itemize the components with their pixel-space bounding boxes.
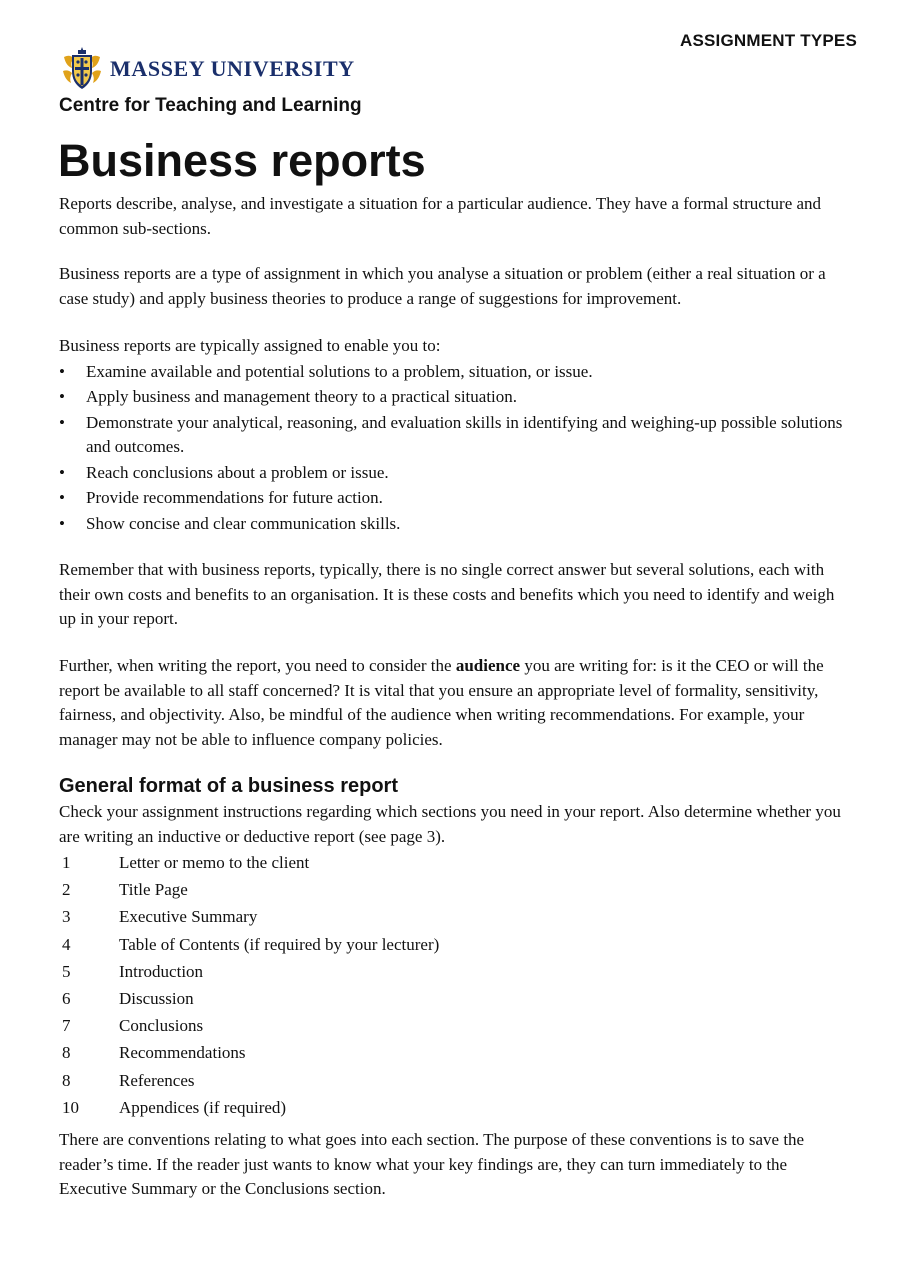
list-item [59, 905, 659, 932]
university-logo [60, 44, 355, 94]
document-type-label: ASSIGNMENT TYPES [679, 31, 857, 50]
list-item [59, 960, 659, 987]
purpose-list-lead: Business reports are typically assigned to enable you to: [59, 336, 441, 355]
section-label: Executive Summary [119, 907, 258, 927]
section-number: 6 [62, 988, 71, 1008]
intro-paragraph-2: Business reports are a type of assignment in which you analyse a situation or problem (either a real situation or a case study) and apply business theories to produce a range of suggestions for improvement. [59, 264, 826, 308]
section-label: Discussion [119, 988, 194, 1008]
intro-paragraph-1: Reports describe, analyse, and investigate a situation for a particular audience. They have a formal structure and common sub-sections. [59, 194, 822, 238]
section-number: 1 [62, 853, 71, 872]
section-number: 10 [62, 1097, 79, 1117]
list-item: • Reach conclusions about a problem or issue. [59, 461, 849, 486]
purpose-list-section [59, 334, 849, 536]
list-item [59, 1096, 659, 1123]
section-number: 3 [62, 907, 71, 927]
section-label: Introduction [119, 961, 204, 981]
audience-paragraph [59, 654, 849, 752]
university-name: MASSEY UNIVERSITY [110, 56, 355, 81]
section-number: 5 [62, 961, 71, 981]
section-number: 8 [62, 1070, 71, 1090]
section-number: 7 [62, 1016, 71, 1036]
list-item: • Provide recommendations for future action. [59, 486, 849, 511]
list-item [59, 1041, 659, 1068]
conventions-paragraph: There are conventions relating to what goes into each section. The purpose of these conventions is to save the reader’s time. If the reader just wants to know what your key findings are, they can turn immediately to the Executive Summary or the Conclusions section. [59, 1130, 805, 1198]
section-label: Conclusions [119, 1016, 204, 1036]
section-number: 4 [62, 934, 71, 954]
audience-emphasis: audience [455, 656, 521, 675]
list-item [59, 933, 659, 960]
list-item: • Examine available and potential solutions to a problem, situation, or issue. [59, 360, 849, 385]
list-item: • Demonstrate your analytical, reasoning, and evaluation skills in identifying and weighing-up possible solutions and outcomes. [59, 411, 849, 460]
section-number: 2 [62, 880, 71, 900]
list-item [59, 878, 659, 905]
list-item: • Apply business and management theory to a practical situation. [59, 385, 849, 410]
section-label: Table of Contents (if required by your lecturer) [119, 934, 440, 954]
section-number: 8 [62, 1043, 71, 1063]
section-label: Letter or memo to the client [119, 853, 310, 872]
page-title: Business reports [58, 135, 426, 186]
section-label: Title Page [119, 880, 188, 900]
list-item [59, 987, 659, 1014]
audience-text-before: Further, when writing the report, you need to consider the [59, 656, 456, 675]
list-item [59, 851, 659, 878]
purpose-bullet-list [59, 360, 849, 537]
list-item [59, 1069, 659, 1096]
format-heading: General format of a business report [59, 775, 398, 797]
list-item [59, 1014, 659, 1041]
section-label: Recommendations [119, 1043, 246, 1063]
university-crest-icon [60, 45, 104, 93]
costs-benefits-paragraph: Remember that with business reports, typically, there is no single correct answer but several solutions, each with their own costs and benefits to an organisation. It is these costs and benefits which you need to identify and weigh up in your report. [59, 560, 835, 628]
centre-name: Centre for Teaching and Learning [59, 95, 362, 116]
section-label: Appendices (if required) [119, 1097, 287, 1117]
section-label: References [119, 1070, 195, 1090]
format-intro: Check your assignment instructions regarding which sections you need in your report. Also determine whether you are writing an inductive or deductive report (see page 3). [59, 802, 841, 846]
audience-text-after: you are writing for: is it the CEO or will the report be available to all staff concerned? It is vital that you ensure an appropriate level of formality, sensitivity, fairness, and objectivity. Also, be mindful of the audience when writing recommendations. For example, your manager may not be able to influence company policies. [59, 656, 824, 749]
report-sections-list [59, 851, 659, 1123]
list-item: • Show concise and clear communication skills. [59, 512, 849, 537]
